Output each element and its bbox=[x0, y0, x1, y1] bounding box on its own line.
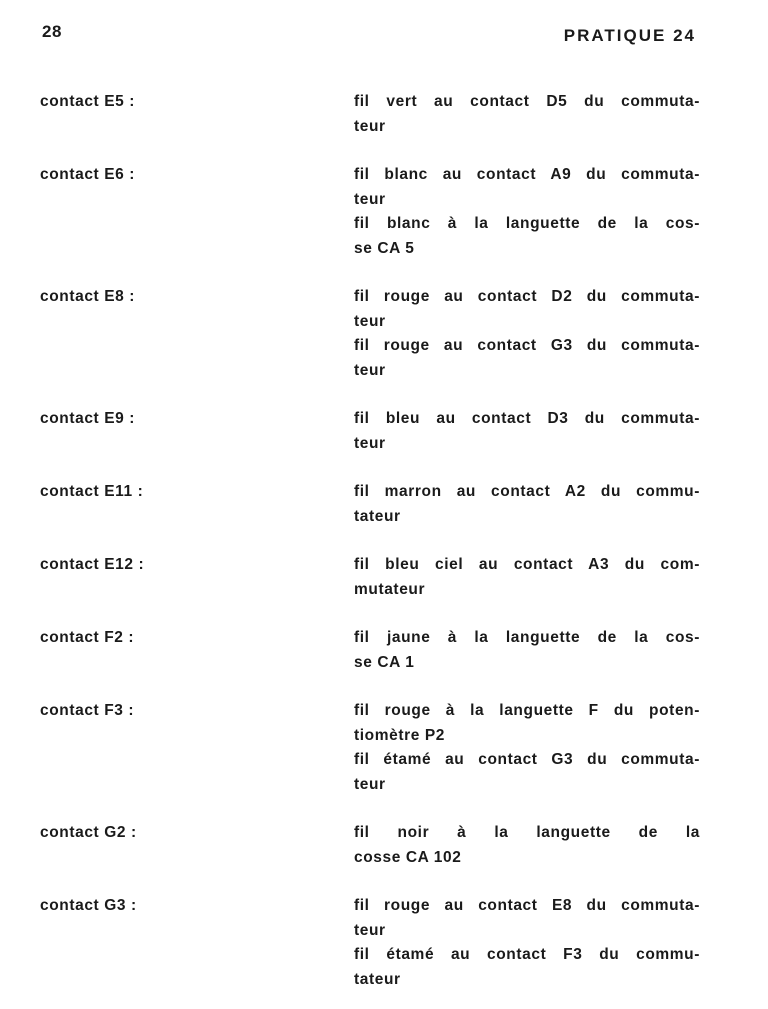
entry-label: contact E5 : bbox=[40, 93, 136, 110]
description-line: tateur bbox=[354, 970, 401, 988]
entry-e11 bbox=[40, 480, 700, 529]
description-line: fil rouge à la languette F du poten- bbox=[354, 702, 700, 719]
description-line: tiomètre P2 bbox=[354, 726, 446, 744]
entry-label: contact F2 : bbox=[40, 629, 135, 646]
description-line: se CA 5 bbox=[354, 239, 415, 257]
description-line: fil rouge au contact E8 du commuta- bbox=[354, 897, 700, 914]
description-line: mutateur bbox=[354, 580, 426, 598]
description-line: fil rouge au contact D2 du commuta- bbox=[354, 288, 700, 305]
description-line: fil étamé au contact F3 du commu- bbox=[354, 946, 700, 963]
description-line: fil rouge au contact G3 du commuta- bbox=[354, 337, 700, 354]
description-line: cosse CA 102 bbox=[354, 848, 462, 866]
entry-g2 bbox=[40, 821, 700, 870]
description-line: fil bleu au contact D3 du commuta- bbox=[354, 410, 700, 427]
entry-description bbox=[354, 894, 700, 992]
entry-label: contact G2 : bbox=[40, 824, 137, 841]
entry-description bbox=[354, 626, 700, 675]
entry-description bbox=[354, 553, 700, 602]
description-line: teur bbox=[354, 312, 386, 330]
entry-g3 bbox=[40, 894, 700, 992]
entry-e6 bbox=[40, 163, 700, 261]
description-line: teur bbox=[354, 117, 386, 135]
description-line: teur bbox=[354, 921, 386, 939]
entry-description bbox=[354, 699, 700, 797]
entry-description bbox=[354, 407, 700, 456]
description-line: fil vert au contact D5 du commuta- bbox=[354, 93, 700, 110]
description-line: fil étamé au contact G3 du commuta- bbox=[354, 751, 700, 768]
description-line: se CA 1 bbox=[354, 653, 415, 671]
entry-label: contact G3 : bbox=[40, 897, 137, 914]
entry-label: contact F3 : bbox=[40, 702, 135, 719]
description-line: tateur bbox=[354, 507, 401, 525]
description-line: teur bbox=[354, 434, 386, 452]
entry-label: contact E9 : bbox=[40, 410, 136, 427]
entry-f2 bbox=[40, 626, 700, 675]
entry-e5 bbox=[40, 90, 700, 139]
entry-e12 bbox=[40, 553, 700, 602]
entry-label: contact E6 : bbox=[40, 166, 136, 183]
entry-e8 bbox=[40, 285, 700, 383]
entry-description bbox=[354, 163, 700, 261]
page-header bbox=[42, 22, 696, 52]
running-title: PRATIQUE 24 bbox=[563, 26, 696, 45]
description-line: fil blanc à la languette de la cos- bbox=[354, 215, 700, 232]
page-number: 28 bbox=[42, 22, 62, 41]
description-line: fil jaune à la languette de la cos- bbox=[354, 629, 700, 646]
description-line: teur bbox=[354, 190, 386, 208]
entry-f3 bbox=[40, 699, 700, 797]
description-line: fil bleu ciel au contact A3 du com- bbox=[354, 556, 700, 573]
entry-e9 bbox=[40, 407, 700, 456]
description-line: fil blanc au contact A9 du commuta- bbox=[354, 166, 700, 183]
entry-description bbox=[354, 285, 700, 383]
description-line: fil noir à la languette de la bbox=[354, 824, 700, 841]
entry-label: contact E12 : bbox=[40, 556, 145, 573]
entry-label: contact E11 : bbox=[40, 483, 144, 500]
entry-label: contact E8 : bbox=[40, 288, 136, 305]
entry-description bbox=[354, 480, 700, 529]
entry-description bbox=[354, 821, 700, 870]
description-line: teur bbox=[354, 775, 386, 793]
entry-description bbox=[354, 90, 700, 139]
wiring-entries bbox=[40, 90, 700, 992]
description-line: teur bbox=[354, 361, 386, 379]
description-line: fil marron au contact A2 du commu- bbox=[354, 483, 700, 500]
